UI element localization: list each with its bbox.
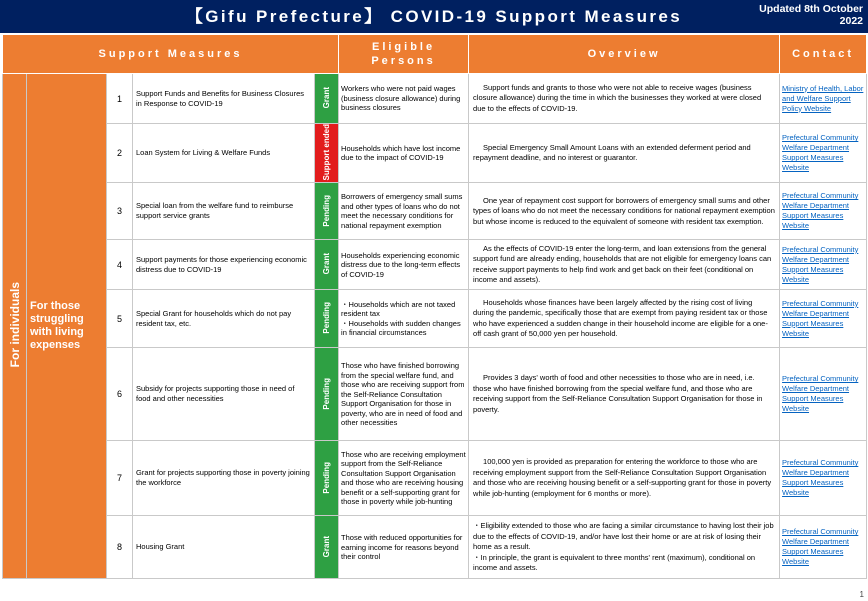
eligible-persons — [339, 290, 469, 348]
table-row — [3, 124, 867, 183]
status-label: Support ended — [322, 124, 332, 181]
eligible-persons-text: Borrowers of emergency small sums and other types of loans who do not meet the necessary conditions for national repayment exemption — [341, 192, 463, 230]
measure-name: Special loan from the welfare fund to reimburse support service grants — [133, 183, 315, 240]
overview-text: 100,000 yen is provided as preparation for entering the workforce to those who are receiving employment support from the Self-Reliance Consultation Support Organisation and those who are receiving housing benefit or a self-supporting grant for those in poverty while job-hunting (employment for 6 months or more). — [473, 457, 772, 498]
measure-name: Housing Grant — [133, 516, 315, 579]
overview-text: One year of repayment cost support for borrowers of emergency small sums and other types of loans who do not meet the necessary conditions for national repayment exemption but whose income is reduced to the equivalent of someone with resident tax exemption. — [473, 195, 775, 226]
status-badge — [315, 74, 339, 124]
status-label: Pending — [322, 302, 332, 334]
contact — [780, 516, 867, 579]
status-label: Pending — [322, 377, 332, 410]
overview-text: Households whose finances have been largely affected by the rising cost of living during the pandemic, specifically those that are exempt from paying resident tax or those who have experienced a sudden change in their household income are eligible for a one-off cash grant of 50,000 yen per household. — [473, 297, 768, 339]
row-number: 2 — [107, 124, 133, 183]
row-number: 1 — [107, 74, 133, 124]
col-header-support-measures: Support Measures — [3, 35, 339, 74]
contact-link[interactable]: Prefectural Community Welfare Department Support Measures Website — [782, 133, 859, 173]
status-badge — [315, 516, 339, 579]
eligible-persons-text: Households which have lost income due to the impact of COVID-19 — [341, 143, 461, 163]
row-number: 7 — [107, 441, 133, 516]
eligible-persons — [339, 74, 469, 124]
table-row — [3, 183, 867, 240]
row-number: 3 — [107, 183, 133, 240]
measure-name: Support payments for those experiencing economic distress due to COVID-19 — [133, 240, 315, 290]
contact — [780, 124, 867, 183]
eligible-persons — [339, 348, 469, 441]
eligible-persons-text: ・Households which are not taxed resident tax ・Households with sudden changes in financial circumstances — [341, 299, 461, 338]
updated-line-2: 2022 — [839, 15, 863, 27]
eligible-persons — [339, 124, 469, 183]
eligible-persons-text: Households experiencing economic distress due to the long-term effects of COVID-19 — [341, 250, 461, 279]
measure-name: Subsidy for projects supporting those in need of food and other necessities — [133, 348, 315, 441]
overview — [469, 348, 780, 441]
status-label: Grant — [322, 535, 332, 558]
overview-text: As the effects of COVID-19 enter the long-term, and loan extensions from the general support fund are already ending, households that are not eligible for emergency loans can receive support payments to help find work and get back on their feet (conditional on income and assets). — [473, 243, 772, 285]
overview — [469, 240, 780, 290]
overview — [469, 183, 780, 240]
measure-name: Loan System for Living & Welfare Funds — [133, 124, 315, 183]
eligible-persons-text: Those with reduced opportunities for earning income for reasons beyond their control — [341, 533, 463, 562]
overview — [469, 441, 780, 516]
contact-link[interactable]: Prefectural Community Welfare Department Support Measures Website — [782, 191, 859, 231]
eligible-persons — [339, 441, 469, 516]
table-row — [3, 240, 867, 290]
status-badge — [315, 183, 339, 240]
table-body — [3, 74, 867, 579]
table-row — [3, 290, 867, 348]
contact-link[interactable]: Ministry of Health, Labor and Welfare Support Policy Website — [782, 83, 864, 113]
contact — [780, 183, 867, 240]
overview — [469, 74, 780, 124]
contact — [780, 290, 867, 348]
status-badge — [315, 240, 339, 290]
contact — [780, 240, 867, 290]
table-row — [3, 348, 867, 441]
row-number: 6 — [107, 348, 133, 441]
row-number: 5 — [107, 290, 133, 348]
measure-name: Special Grant for households which do not pay resident tax, etc. — [133, 290, 315, 348]
measure-name: Grant for projects supporting those in poverty joining the workforce — [133, 441, 315, 516]
updated-line-1: Updated 8th October — [759, 3, 863, 15]
status-label: Pending — [322, 194, 332, 227]
eligible-persons-text: Those who are receiving employment support from the Self-Reliance Consultation Support Organisation and those who are receiving housing benefit or a self-supporting grant for those in poverty while job-hunting — [341, 449, 466, 507]
row-number: 4 — [107, 240, 133, 290]
status-badge — [315, 290, 339, 348]
support-measures-table — [2, 34, 867, 579]
table-row — [3, 516, 867, 579]
contact-link[interactable]: Prefectural Community Welfare Department Support Measures Website — [782, 244, 859, 284]
row-number: 8 — [107, 516, 133, 579]
contact-link[interactable]: Prefectural Community Welfare Department Support Measures Website — [782, 374, 859, 414]
updated-date — [759, 3, 863, 27]
overview — [469, 124, 780, 183]
eligible-header-line-1: Eligible — [371, 41, 436, 53]
status-label: Grant — [322, 86, 332, 109]
status-badge — [315, 441, 339, 516]
eligible-persons-text: Those who have finished borrowing from the special welfare fund, and those who are receiving support from the Self-Reliance Consultation Support Organisation for those in poverty, who are in need of food and other necessities — [341, 361, 465, 428]
overview-text: Special Emergency Small Amount Loans with an extended deferment period and repayment deadline, and no interest or guarantor. — [473, 142, 751, 163]
overview-text: ・Eligibility extended to those who are facing a similar circumstance to having lost their job due to the effects of COVID-19, and/or have lost their home or are at risk of losing their home as a result. ・In principle, the grant is equivalent to three months' rent (maximum), conditional on income and assets. — [473, 521, 774, 573]
eligible-persons — [339, 183, 469, 240]
contact-link[interactable]: Prefectural Community Welfare Department Support Measures Website — [782, 298, 859, 338]
status-badge — [315, 124, 339, 183]
col-header-overview: Overview — [469, 35, 780, 74]
overview — [469, 516, 780, 579]
table-row — [3, 441, 867, 516]
status-badge — [315, 348, 339, 441]
contact — [780, 74, 867, 124]
category-individuals-label: For individuals — [7, 282, 22, 368]
col-header-contact: Contact — [780, 35, 867, 74]
overview-text: Provides 3 days' worth of food and other necessities to those who are in need, i.e. those who have finished borrowing from the special welfare fund, and those who are receiving support from the Self-Reliance Consultation Support Organisation for those in poverty. — [473, 373, 763, 414]
status-label: Pending — [322, 461, 332, 494]
category-living-expenses: For those struggling with living expenses — [27, 74, 107, 579]
contact — [780, 441, 867, 516]
page-title: 【Gifu Prefecture】 COVID-19 Support Measures — [185, 7, 683, 26]
eligible-persons — [339, 516, 469, 579]
contact-link[interactable]: Prefectural Community Welfare Department Support Measures Website — [782, 527, 859, 567]
category-individuals — [3, 74, 27, 579]
eligible-persons-text: Workers who were not paid wages (business closure allowance) during business closures — [341, 84, 461, 113]
overview-text: Support funds and grants to those who were not able to receive wages (business closure allowance) during the time in which the businesses they worked at were closed due to the effects of COVID-19. — [473, 82, 762, 113]
contact-link[interactable]: Prefectural Community Welfare Department Support Measures Website — [782, 458, 859, 498]
col-header-eligible-persons — [339, 35, 469, 74]
status-label: Grant — [322, 253, 332, 275]
contact — [780, 348, 867, 441]
eligible-header-line-2: Persons — [371, 55, 436, 67]
page-number: 1 — [859, 590, 864, 599]
measure-name: Support Funds and Benefits for Business Closures in Response to COVID-19 — [133, 74, 315, 124]
table-row — [3, 74, 867, 124]
overview — [469, 290, 780, 348]
eligible-persons — [339, 240, 469, 290]
